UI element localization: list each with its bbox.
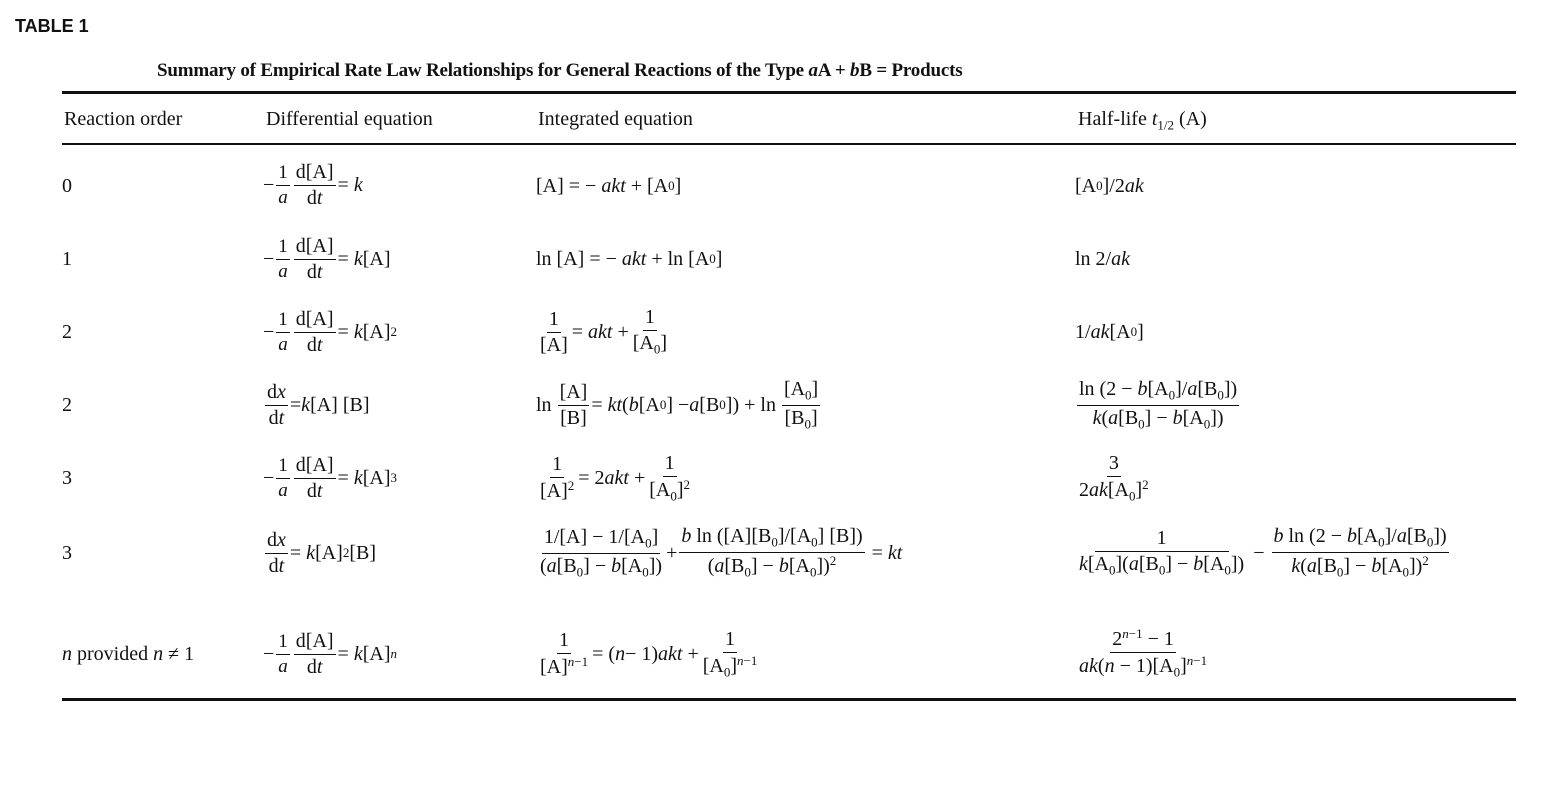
header-reaction-order: Reaction order (64, 108, 183, 130)
row-4-differential: $\frac{dx}{dt}$ = k [A] [B] (267, 380, 370, 429)
row-5-order: 3 (62, 466, 72, 489)
row-3-order: 2 (62, 320, 72, 343)
row-5-half-life: $\frac{3}{2ak[A_0]^2}$ (1079, 451, 1149, 504)
row-4-half-life: $\frac{\ln (2 - b[A_0]/a[B_0])}{k(a[B_0] - b[A_0])}$ (1079, 378, 1238, 432)
row-7-differential: − $\frac{1}{a}$ $\frac{d[A]}{dt}$ = k [A] n (263, 629, 397, 678)
row-5-differential: − $\frac{1}{a}$ $\frac{d[A]}{dt}$ = k [A] 3 (263, 453, 397, 502)
row-6-order: 3 (62, 541, 72, 564)
header-differential: Differential equation (266, 108, 433, 130)
row-1-half-life: [A 0 ]/2 ak (1075, 174, 1144, 197)
row-6-differential: $\frac{dx}{dt}$ = k [A] 2 [B] (267, 528, 376, 577)
row-6-half-life: $\frac{1}{k[A_0](a[B_0] - b[A_0])}$ − $\frac{b \ln (2 - b[A_0]/a[B_0])}{k(a[B_0] - b[A_0])^2}$ (1079, 525, 1447, 580)
table-caption: Summary of Empirical Rate Law Relationships for General Reactions of the Type aA + bB = Products (157, 60, 963, 81)
row-3-half-life: 1/ ak [A 0 ] (1075, 320, 1144, 343)
row-1-order: 0 (62, 174, 72, 197)
table-label: TABLE 1 (15, 16, 89, 36)
header-integrated: Integrated equation (538, 108, 693, 130)
row-7-integrated: $\frac{1}{[A]^{n-1}}$ = ( n − 1) akt + $\frac{1}{[A_0]^{n-1}}$ (540, 627, 758, 680)
row-2-order: 1 (62, 247, 72, 270)
row-4-integrated: ln $\frac{[A]}{[B]}$ = kt ( b [A 0 ] − a [B 0 ]) + ln $\frac{[A_0]}{[B_0]}$ (536, 378, 819, 432)
top-rule (62, 91, 1516, 94)
header-rule (62, 143, 1516, 145)
row-2-integrated: ln [A] = − akt + ln [A 0 ] (536, 247, 723, 270)
row-7-half-life: $\frac{2^{n-1} - 1}{ak(n - 1)[A_0]^{n-1}}$ (1079, 626, 1208, 680)
row-4-order: 2 (62, 393, 72, 416)
bottom-rule (62, 698, 1516, 701)
row-3-differential: − $\frac{1}{a}$ $\frac{d[A]}{dt}$ = k [A] 2 (263, 307, 397, 356)
row-7-order: n provided n ≠ 1 (62, 642, 195, 665)
row-6-integrated: $\frac{1/[A] - 1/[A_0]}{(a[B_0] - b[A_0])}$ + $\frac{b \ln ([A][B_0]/[A_0] [B])}{(a[B_0] - b[A_0])^2}$ = kt (540, 525, 903, 580)
row-1-differential: − $\frac{1}{a}$ $\frac{d[A]}{dt}$ = k (263, 160, 363, 209)
header-half-life: Half-life $t_{1/2}$ (A) (1078, 108, 1207, 133)
row-1-integrated: [A] = − akt + [A 0 ] (536, 174, 682, 197)
row-5-integrated: $\frac{1}{[A]^2}$ = 2 akt + $\frac{1}{[A_0]^2}$ (540, 451, 691, 504)
row-3-integrated: $\frac{1}{[A]}$ = akt + $\frac{1}{[A_0]}$ (540, 306, 668, 357)
row-2-differential: − $\frac{1}{a}$ $\frac{d[A]}{dt}$ = k [A] (263, 234, 391, 283)
row-2-half-life: ln 2/ ak (1075, 247, 1131, 270)
